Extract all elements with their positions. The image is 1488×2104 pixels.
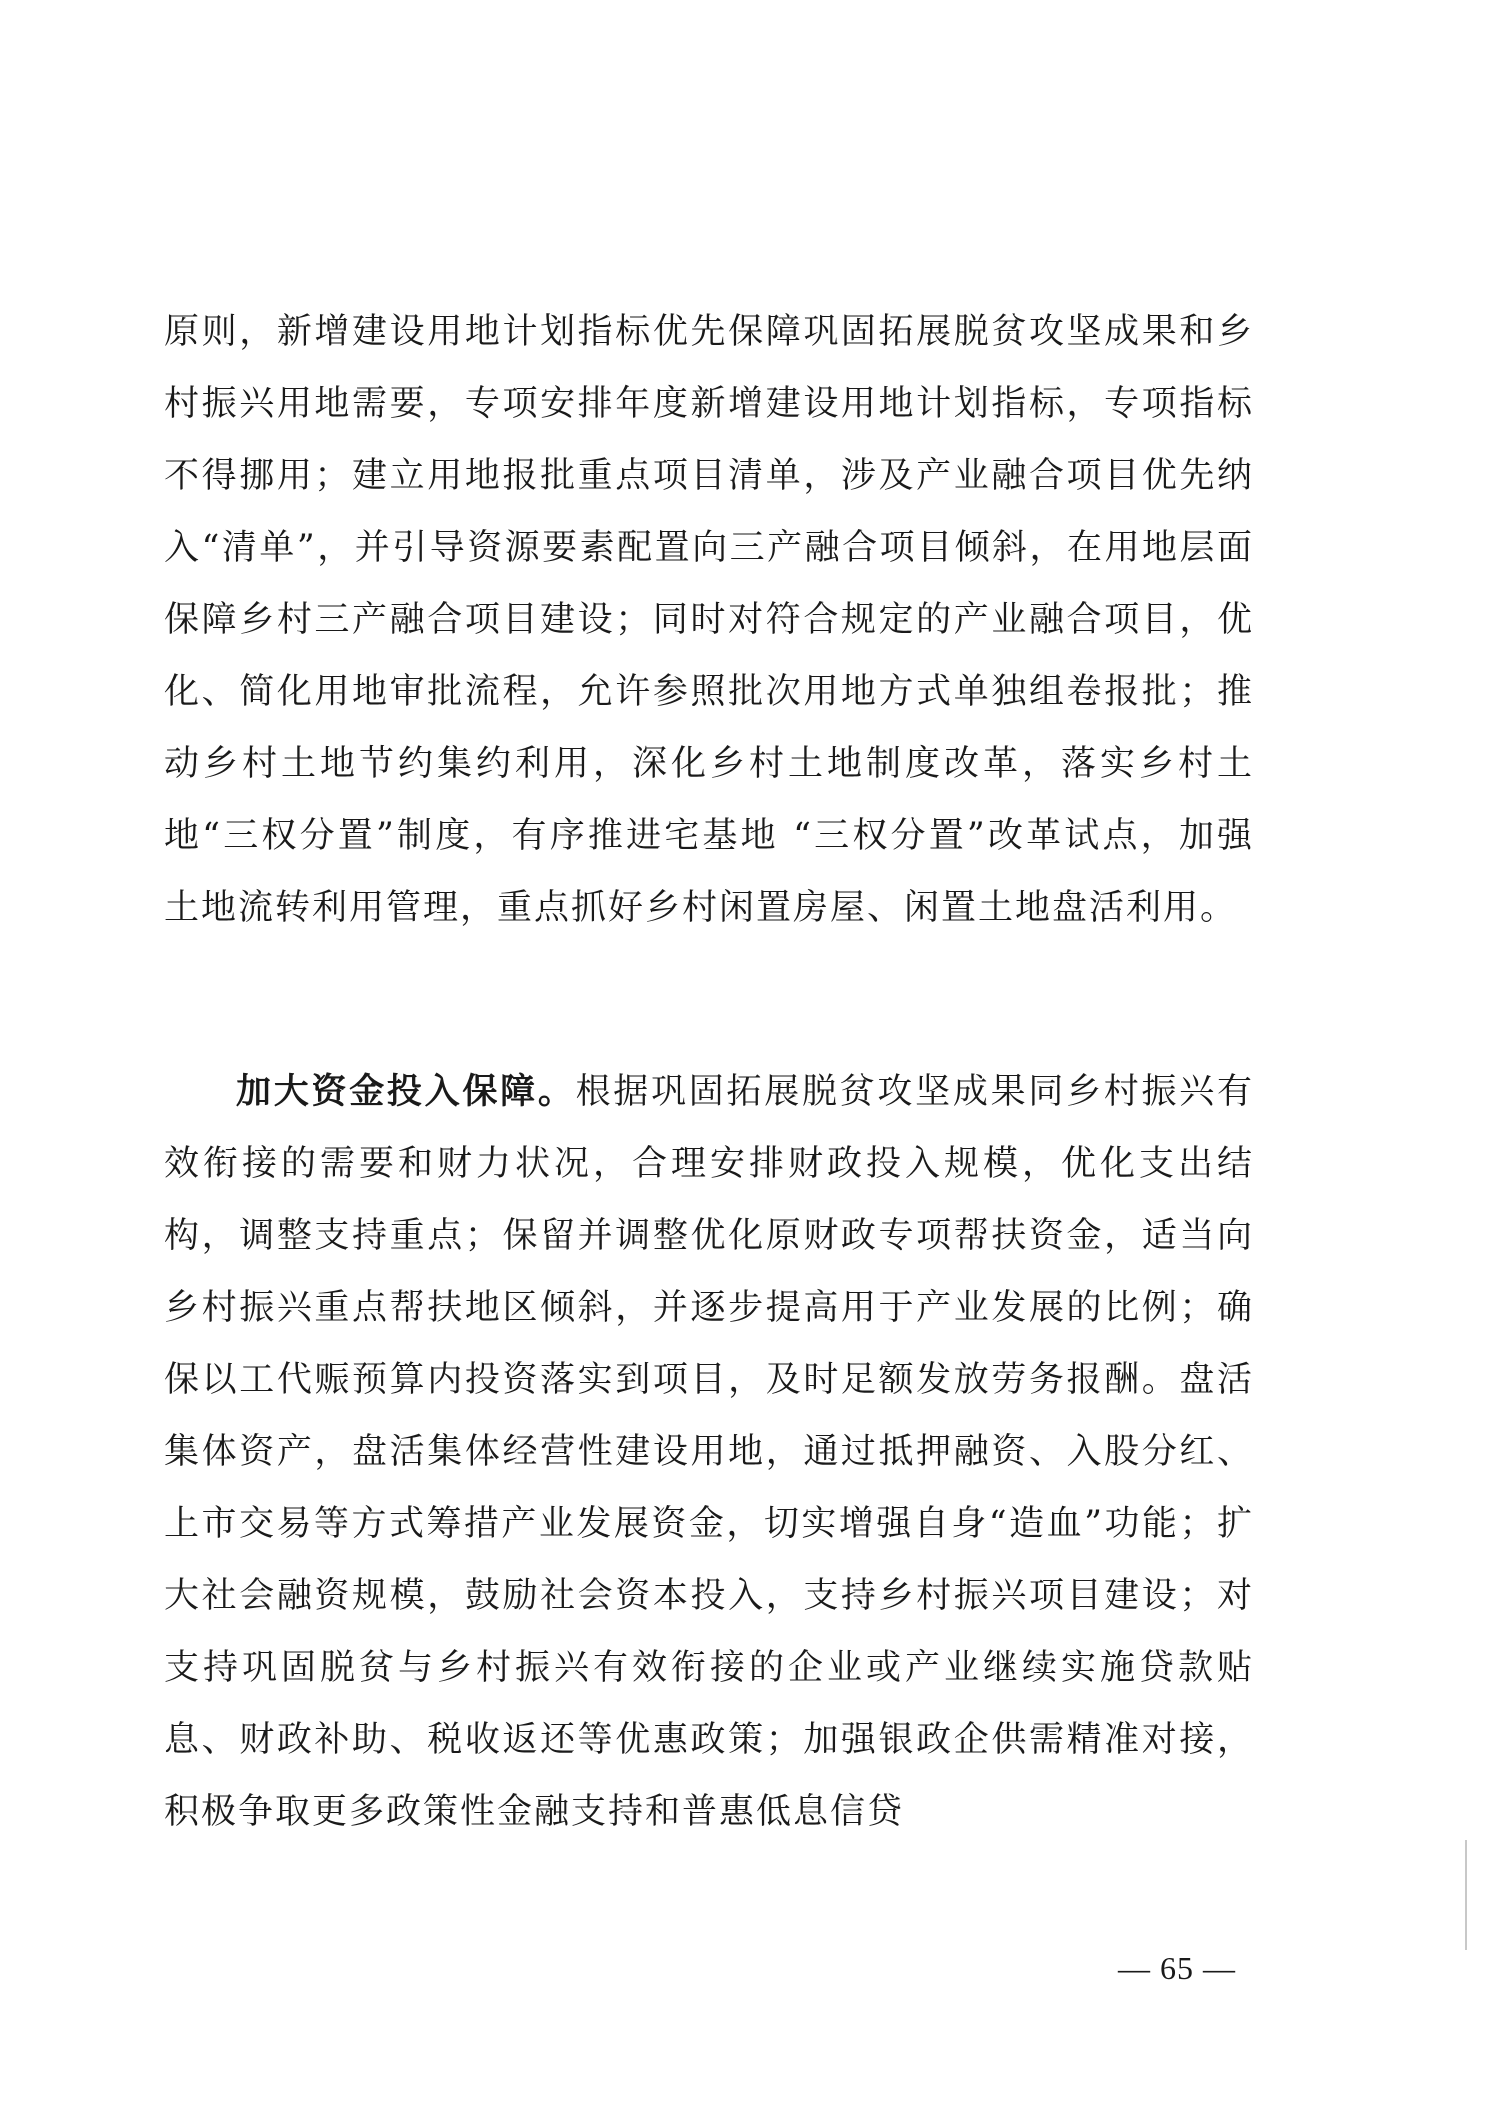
scan-edge-mark bbox=[1465, 1840, 1467, 1950]
paragraph-text: 根据巩固拓展脱贫攻坚成果同乡村振兴有效衔接的需要和财力状况，合理安排财政投入规模，优化支出结构，调整支持重点；保留并调整优化原财政专项帮扶资金，适当向乡村振兴重点帮扶地区倾斜，并逐步提高用于产业发展的比例；确保以工代赈预算内投资落实到项目，及时足额发放劳务报酬。盘活集体资产，盘活集体经营性建设用地，通过抵押融资、入股分红、上市交易等方式筹措产业发展资金，切实增强自身“造血”功能；扩大社会融资规模，鼓励社会资本投入，支持乡村振兴项目建设；对支持巩固脱贫与乡村振兴有效衔接的企业或产业继续实施贷款贴息、财政补助、税收返还等优惠政策；加强银政企供需精准对接，积极争取更多政策性金融支持和普惠低息信贷 bbox=[164, 1072, 1254, 1832]
paragraph-land-use bbox=[164, 296, 1254, 944]
paragraph-funding bbox=[164, 1056, 1254, 1848]
page-number: — 65 — bbox=[1118, 1950, 1236, 1986]
paragraph-text: 原则，新增建设用地计划指标优先保障巩固拓展脱贫攻坚成果和乡村振兴用地需要，专项安排年度新增建设用地计划指标，专项指标不得挪用；建立用地报批重点项目清单，涉及产业融合项目优先纳入“清单”，并引导资源要素配置向三产融合项目倾斜，在用地层面保障乡村三产融合项目建设；同时对符合规定的产业融合项目，优化、简化用地审批流程，允许参照批次用地方式单独组卷报批；推动乡村土地节约集约利用，深化乡村土地制度改革，落实乡村土地“三权分置”制度，有序推进宅基地 “三权分置”改革试点，加强土地流转利用管理，重点抓好乡村闲置房屋、闲置土地盘活利用。 bbox=[164, 312, 1254, 928]
paragraph-heading: 加大资金投入保障。 bbox=[236, 1071, 576, 1112]
